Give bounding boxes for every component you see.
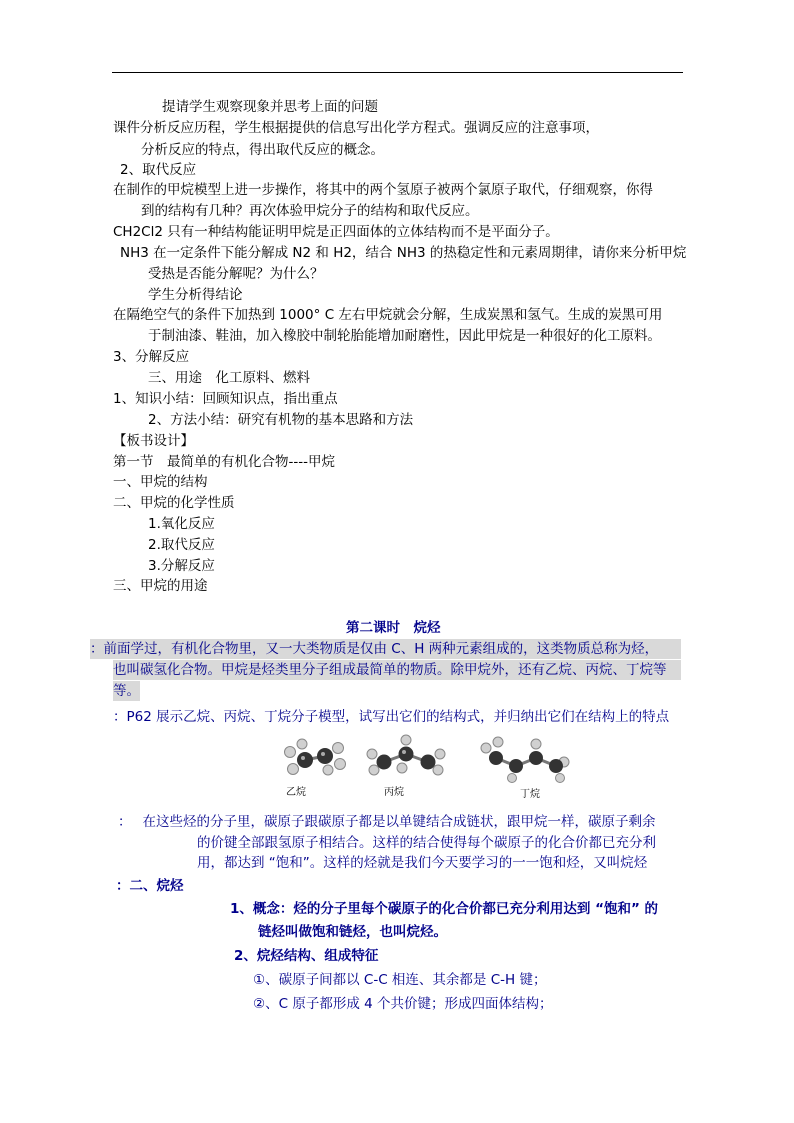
- text-line: 于制油漆、鞋油，加入橡胶中制轮胎能增加耐磨性，因此甲烷是一种很好的化工原料。: [148, 328, 661, 344]
- outline-item: 三、甲烷的用途: [113, 578, 208, 594]
- text-line: 课件分析反应历程，学生根据提供的信息写出化学方程式。强调反应的注意事项，: [113, 120, 599, 136]
- section-heading: 三、用途 化工原料、燃料: [148, 370, 310, 386]
- text-line: 受热是否能分解呢？为什么？: [148, 266, 324, 282]
- text-line: ： 在这些烃的分子里，碳原子跟碳原子都是以单键结合成链状，跟甲烷一样，碳原子剩余: [118, 814, 656, 830]
- butane-model-icon: [480, 734, 570, 784]
- propane-label: 丙烷: [384, 787, 404, 798]
- ethane-label: 乙烷: [286, 787, 306, 798]
- text-line: 用，都达到 “饱和”。这样的烃就是我们今天要学习的一一饱和烃，又叫烷烃: [197, 855, 648, 871]
- outline-subitem: 1.氧化反应: [148, 516, 215, 532]
- outline-subitem: 3.分解反应: [148, 558, 215, 574]
- board-design-heading: 【板书设计】: [113, 433, 194, 449]
- highlighted-text-line: 也叫碳氢化合物。甲烷是烃类里分子组成最简单的物质。除甲烷外，还有乙烷、丙烷、丁烷等: [113, 660, 681, 680]
- board-title: 第一节 最简单的有机化合物----甲烷: [113, 454, 335, 470]
- butane-label: 丁烷: [520, 789, 540, 800]
- concept-line: 1、概念：烃的分子里每个碳原子的化合价都已充分利用达到 “饱和” 的: [230, 901, 659, 917]
- lesson-title: 第二课时 烷烃: [346, 620, 441, 636]
- outline-item: 二、甲烷的化学性质: [113, 495, 235, 511]
- text-line: 在制作的甲烷模型上进一步操作，将其中的两个氢原子被两个氯原子取代，仔细观察，你得: [113, 182, 653, 198]
- list-item: ①、碳原子间都以 C-C 相连、其余都是 C-H 键；: [253, 972, 547, 988]
- propane-model-icon: [366, 734, 446, 784]
- header-rule: [112, 72, 683, 73]
- outline-item: 一、甲烷的结构: [113, 474, 208, 490]
- text-line: 提请学生观察现象并思考上面的问题: [162, 99, 378, 115]
- list-item: ②、C 原子都形成 4 个共价键；形成四面体结构；: [253, 996, 553, 1012]
- concept-line: 链烃叫做饱和链烃，也叫烷烃。: [258, 924, 447, 940]
- text-line: 在隔绝空气的条件下加热到 1000° C 左右甲烷就会分解，生成炭黑和氢气。生成的炭黑可用: [113, 307, 663, 323]
- ethane-model-icon: [280, 734, 350, 784]
- text-line: 1、知识小结：回顾知识点，指出重点: [113, 391, 338, 407]
- text-line: 分析反应的特点，得出取代反应的概念。: [141, 142, 384, 158]
- text-line: 2、方法小结：研究有机物的基本思路和方法: [148, 412, 414, 428]
- highlighted-text-line: 等。: [113, 683, 140, 699]
- text-line: 到的结构有几种？再次体验甲烷分子的结构和取代反应。: [141, 203, 479, 219]
- section-heading: 2、烷烃结构、组成特征: [234, 948, 379, 964]
- highlighted-text-line: ：前面学过，有机化合物里，又一大类物质是仅由 C、H 两种元素组成的，这类物质总称为烃，: [90, 639, 681, 659]
- section-heading: 2、取代反应: [120, 162, 197, 178]
- text-line: 学生分析得结论: [148, 287, 243, 303]
- text-line: 的价键全部跟氢原子相结合。这样的结合使得每个碳原子的化合价都已充分利: [197, 835, 656, 851]
- section-heading: 3、分解反应: [113, 349, 190, 365]
- text-line: CH2Cl2 只有一种结构能证明甲烷是正四面体的立体结构而不是平面分子。: [113, 224, 559, 240]
- text-line: NH3 在一定条件下能分解成 N2 和 H2，结合 NH3 的热稳定性和元素周期律，请你来分析甲烷: [120, 245, 687, 261]
- section-heading: ：二、烷烃: [116, 878, 184, 894]
- outline-subitem: 2.取代反应: [148, 537, 215, 553]
- alkane-models-figure: [280, 734, 580, 800]
- text-line: ：P62 展示乙烷、丙烷、丁烷分子模型，试写出它们的结构式，并归纳出它们在结构上的特点: [113, 709, 670, 725]
